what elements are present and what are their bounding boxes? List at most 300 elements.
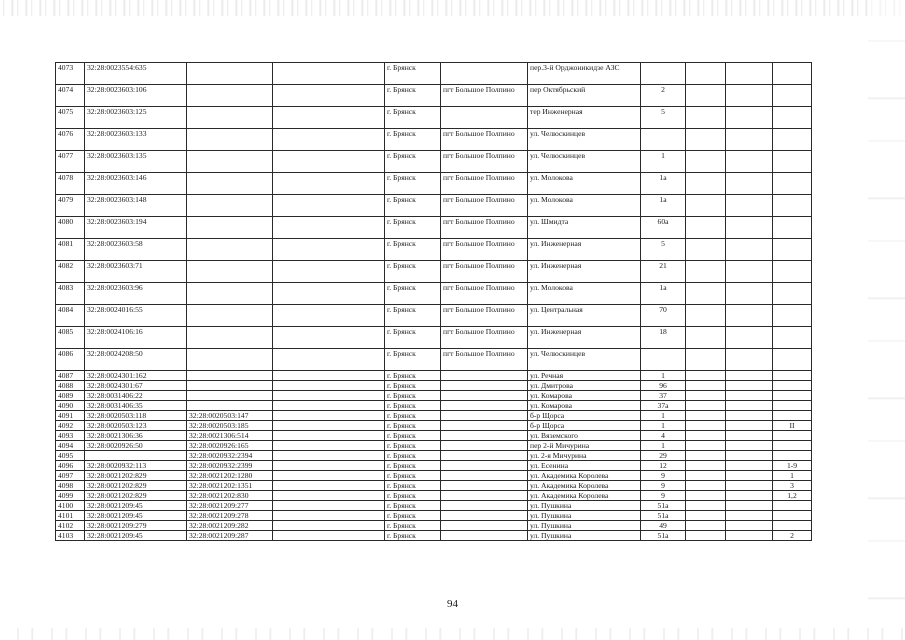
empty-cell: [273, 85, 385, 107]
table-row: [56, 511, 812, 521]
house-number: 1: [641, 371, 686, 381]
cadastral-number-2: [187, 261, 273, 283]
table-row: [56, 151, 812, 173]
empty-cell: [273, 283, 385, 305]
empty-cell: [726, 481, 773, 491]
empty-cell: [726, 451, 773, 461]
settlement: [441, 511, 528, 521]
empty-cell: [273, 129, 385, 151]
empty-cell: [686, 461, 726, 471]
cadastral-number: 32:28:0020503:118: [85, 411, 187, 421]
house-number: 5: [641, 107, 686, 129]
cadastral-number-2: 32:28:0021202:1351: [187, 481, 273, 491]
house-number: 1а: [641, 195, 686, 217]
house-number: 60а: [641, 217, 686, 239]
row-number: 4089: [56, 391, 85, 401]
cadastral-number-2: [187, 107, 273, 129]
empty-cell: [686, 239, 726, 261]
row-number: 4087: [56, 371, 85, 381]
row-number: 4079: [56, 195, 85, 217]
table-row: [56, 431, 812, 441]
apartment-number: [773, 63, 812, 85]
empty-cell: [273, 481, 385, 491]
empty-cell: [273, 371, 385, 381]
cadastral-number-2: [187, 239, 273, 261]
row-number: 4095: [56, 451, 85, 461]
city: г. Брянск: [385, 431, 441, 441]
house-number: [641, 63, 686, 85]
empty-cell: [273, 511, 385, 521]
empty-cell: [273, 521, 385, 531]
house-number: [641, 349, 686, 371]
table-row: [56, 195, 812, 217]
apartment-number: [773, 327, 812, 349]
city: г. Брянск: [385, 391, 441, 401]
house-number: 5: [641, 239, 686, 261]
table-row: [56, 491, 812, 501]
row-number: 4078: [56, 173, 85, 195]
empty-cell: [726, 461, 773, 471]
table-row: [56, 451, 812, 461]
empty-cell: [686, 151, 726, 173]
house-number: 21: [641, 261, 686, 283]
empty-cell: [686, 217, 726, 239]
empty-cell: [273, 461, 385, 471]
row-number: 4100: [56, 501, 85, 511]
empty-cell: [726, 531, 773, 541]
cadastral-number: 32:28:0023554:635: [85, 63, 187, 85]
apartment-number: [773, 129, 812, 151]
city: г. Брянск: [385, 511, 441, 521]
cadastral-number: 32:28:0024016:55: [85, 305, 187, 327]
house-number: 51а: [641, 531, 686, 541]
table-row: [56, 261, 812, 283]
row-number: 4098: [56, 481, 85, 491]
apartment-number: [773, 195, 812, 217]
settlement: [441, 431, 528, 441]
row-number: 4084: [56, 305, 85, 327]
house-number: 51а: [641, 501, 686, 511]
apartment-number: 1,2: [773, 491, 812, 501]
row-number: 4076: [56, 129, 85, 151]
cadastral-number-2: [187, 283, 273, 305]
city: г. Брянск: [385, 371, 441, 381]
settlement: пгт Большое Полпино: [441, 217, 528, 239]
cadastral-number-2: [187, 381, 273, 391]
empty-cell: [726, 261, 773, 283]
city: г. Брянск: [385, 411, 441, 421]
apartment-number: [773, 511, 812, 521]
cadastral-number: 32:28:0031406:35: [85, 401, 187, 411]
street: ул. Пушкина: [528, 511, 641, 521]
cadastral-number: 32:28:0023603:125: [85, 107, 187, 129]
table-row: [56, 461, 812, 471]
empty-cell: [686, 261, 726, 283]
cadastral-number: 32:28:0023603:194: [85, 217, 187, 239]
empty-cell: [273, 451, 385, 461]
house-number: 51а: [641, 511, 686, 521]
empty-cell: [726, 471, 773, 481]
cadastral-number-2: 32:28:0021306:514: [187, 431, 273, 441]
city: г. Брянск: [385, 107, 441, 129]
empty-cell: [273, 151, 385, 173]
house-number: 29: [641, 451, 686, 461]
empty-cell: [273, 261, 385, 283]
cadastral-number: 32:28:0021202:829: [85, 471, 187, 481]
settlement: [441, 371, 528, 381]
empty-cell: [726, 421, 773, 431]
row-number: 4103: [56, 531, 85, 541]
cadastral-number-2: [187, 327, 273, 349]
city: г. Брянск: [385, 129, 441, 151]
cadastral-number-2: 32:28:0021209:287: [187, 531, 273, 541]
table-row: [56, 481, 812, 491]
cadastral-number: 32:28:0021202:829: [85, 481, 187, 491]
city: г. Брянск: [385, 195, 441, 217]
street: ул. Молокова: [528, 173, 641, 195]
street: ул. Инженерная: [528, 261, 641, 283]
settlement: [441, 421, 528, 431]
cadastral-number-2: 32:28:0020932:2399: [187, 461, 273, 471]
city: г. Брянск: [385, 481, 441, 491]
street: б-р Щорса: [528, 421, 641, 431]
settlement: [441, 401, 528, 411]
empty-cell: [726, 349, 773, 371]
empty-cell: [686, 451, 726, 461]
apartment-number: [773, 151, 812, 173]
cadastral-number: 32:28:0021209:45: [85, 511, 187, 521]
cadastral-number: 32:28:0023603:106: [85, 85, 187, 107]
street: ул. Комарова: [528, 391, 641, 401]
house-number: 1: [641, 421, 686, 431]
street: пер Октябрьский: [528, 85, 641, 107]
apartment-number: [773, 391, 812, 401]
empty-cell: [686, 421, 726, 431]
street: ул. 2-я Мичурина: [528, 451, 641, 461]
row-number: 4090: [56, 401, 85, 411]
row-number: 4085: [56, 327, 85, 349]
empty-cell: [273, 401, 385, 411]
page-number: 94: [447, 598, 458, 610]
row-number: 4101: [56, 511, 85, 521]
empty-cell: [726, 431, 773, 441]
city: г. Брянск: [385, 401, 441, 411]
empty-cell: [273, 421, 385, 431]
empty-cell: [726, 411, 773, 421]
empty-cell: [273, 441, 385, 451]
street: ул. Пушкина: [528, 501, 641, 511]
street: ул. Академика Королева: [528, 481, 641, 491]
settlement: [441, 521, 528, 531]
cadastral-number-2: 32:28:0021202:830: [187, 491, 273, 501]
apartment-number: [773, 441, 812, 451]
empty-cell: [686, 85, 726, 107]
street: ул. Инженерная: [528, 327, 641, 349]
cadastral-number: 32:28:0021202:829: [85, 491, 187, 501]
house-number: 37а: [641, 401, 686, 411]
city: г. Брянск: [385, 531, 441, 541]
table-row: [56, 471, 812, 481]
cadastral-number-2: [187, 151, 273, 173]
settlement: [441, 63, 528, 85]
empty-cell: [686, 501, 726, 511]
empty-cell: [726, 521, 773, 531]
empty-cell: [273, 391, 385, 401]
settlement: [441, 491, 528, 501]
row-number: 4096: [56, 461, 85, 471]
apartment-number: 2: [773, 531, 812, 541]
cadastral-number: 32:28:0024208:50: [85, 349, 187, 371]
empty-cell: [686, 195, 726, 217]
empty-cell: [273, 381, 385, 391]
table-row: [56, 531, 812, 541]
street: ул. Инженерная: [528, 239, 641, 261]
empty-cell: [726, 129, 773, 151]
empty-cell: [686, 441, 726, 451]
city: г. Брянск: [385, 491, 441, 501]
row-number: 4082: [56, 261, 85, 283]
cadastral-number-2: [187, 63, 273, 85]
cadastral-number-2: [187, 349, 273, 371]
settlement: [441, 461, 528, 471]
table-row: [56, 327, 812, 349]
cadastral-number-2: 32:28:0020503:185: [187, 421, 273, 431]
settlement: [441, 501, 528, 511]
city: г. Брянск: [385, 151, 441, 173]
empty-cell: [726, 151, 773, 173]
city: г. Брянск: [385, 381, 441, 391]
row-number: 4097: [56, 471, 85, 481]
house-number: 1: [641, 441, 686, 451]
cadastral-number: 32:28:0023603:135: [85, 151, 187, 173]
table-row: [56, 381, 812, 391]
cadastral-number: 32:28:0024301:162: [85, 371, 187, 381]
city: г. Брянск: [385, 261, 441, 283]
cadastral-number-2: 32:28:0021209:282: [187, 521, 273, 531]
street: б-р Щорса: [528, 411, 641, 421]
empty-cell: [273, 501, 385, 511]
empty-cell: [726, 173, 773, 195]
street: ул. Комарова: [528, 401, 641, 411]
city: г. Брянск: [385, 471, 441, 481]
cadastral-number: 32:28:0023603:146: [85, 173, 187, 195]
city: г. Брянск: [385, 239, 441, 261]
cadastral-number: 32:28:0021209:279: [85, 521, 187, 531]
settlement: пгт Большое Полпино: [441, 349, 528, 371]
row-number: 4094: [56, 441, 85, 451]
house-number: 1: [641, 411, 686, 421]
street: ул. Речная: [528, 371, 641, 381]
cadastral-number: 32:28:0023603:71: [85, 261, 187, 283]
cadastral-number-2: [187, 217, 273, 239]
house-number: 37: [641, 391, 686, 401]
empty-cell: [726, 305, 773, 327]
cadastral-number: 32:28:0020503:123: [85, 421, 187, 431]
empty-cell: [686, 327, 726, 349]
house-number: 1а: [641, 283, 686, 305]
apartment-number: [773, 85, 812, 107]
settlement: [441, 531, 528, 541]
empty-cell: [726, 391, 773, 401]
table-row: [56, 173, 812, 195]
settlement: пгт Большое Полпино: [441, 261, 528, 283]
row-number: 4081: [56, 239, 85, 261]
empty-cell: [726, 195, 773, 217]
table-row: [56, 501, 812, 511]
apartment-number: [773, 305, 812, 327]
settlement: пгт Большое Полпино: [441, 195, 528, 217]
street: ул. Пушкина: [528, 521, 641, 531]
table-row: [56, 63, 812, 85]
empty-cell: [686, 107, 726, 129]
city: г. Брянск: [385, 217, 441, 239]
table-row: [56, 217, 812, 239]
city: г. Брянск: [385, 63, 441, 85]
row-number: 4086: [56, 349, 85, 371]
empty-cell: [686, 129, 726, 151]
table-row: [56, 371, 812, 381]
street: ул. Дмитрова: [528, 381, 641, 391]
apartment-number: [773, 239, 812, 261]
cadastral-number: 32:28:0020932:113: [85, 461, 187, 471]
empty-cell: [686, 305, 726, 327]
row-number: 4073: [56, 63, 85, 85]
street: ул. Шмидта: [528, 217, 641, 239]
table-row: [56, 521, 812, 531]
settlement: [441, 451, 528, 461]
empty-cell: [273, 349, 385, 371]
row-number: 4074: [56, 85, 85, 107]
empty-cell: [273, 471, 385, 481]
apartment-number: 3: [773, 481, 812, 491]
city: г. Брянск: [385, 85, 441, 107]
cadastral-number: 32:28:0021209:45: [85, 531, 187, 541]
row-number: 4091: [56, 411, 85, 421]
settlement: пгт Большое Полпино: [441, 151, 528, 173]
cadastral-number: 32:28:0031406:22: [85, 391, 187, 401]
cadastral-number-2: [187, 173, 273, 195]
scan-noise-right: [868, 0, 905, 640]
cadastral-number: [85, 451, 187, 461]
cadastral-number-2: [187, 391, 273, 401]
apartment-number: [773, 381, 812, 391]
empty-cell: [726, 441, 773, 451]
empty-cell: [726, 327, 773, 349]
table-row: [56, 411, 812, 421]
cadastral-number-2: 32:28:0020503:147: [187, 411, 273, 421]
apartment-number: [773, 501, 812, 511]
apartment-number: [773, 451, 812, 461]
registry-table: [55, 62, 812, 541]
street: ул. Академика Королева: [528, 491, 641, 501]
settlement: пгт Большое Полпино: [441, 129, 528, 151]
cadastral-number-2: 32:28:0021209:278: [187, 511, 273, 521]
house-number: 18: [641, 327, 686, 349]
settlement: [441, 381, 528, 391]
settlement: пгт Большое Полпино: [441, 85, 528, 107]
cadastral-number: 32:28:0024301:67: [85, 381, 187, 391]
apartment-number: [773, 349, 812, 371]
house-number: 49: [641, 521, 686, 531]
empty-cell: [726, 401, 773, 411]
cadastral-number: 32:28:0023603:133: [85, 129, 187, 151]
empty-cell: [726, 283, 773, 305]
empty-cell: [686, 481, 726, 491]
empty-cell: [273, 239, 385, 261]
street: ул. Есенина: [528, 461, 641, 471]
street: ул. Молокова: [528, 283, 641, 305]
empty-cell: [686, 349, 726, 371]
city: г. Брянск: [385, 501, 441, 511]
settlement: пгт Большое Полпино: [441, 283, 528, 305]
empty-cell: [686, 381, 726, 391]
empty-cell: [686, 391, 726, 401]
row-number: 4092: [56, 421, 85, 431]
house-number: 9: [641, 481, 686, 491]
empty-cell: [273, 63, 385, 85]
empty-cell: [273, 431, 385, 441]
empty-cell: [686, 531, 726, 541]
empty-cell: [726, 501, 773, 511]
settlement: [441, 441, 528, 451]
house-number: 9: [641, 491, 686, 501]
city: г. Брянск: [385, 441, 441, 451]
city: г. Брянск: [385, 327, 441, 349]
street: тер Инженерная: [528, 107, 641, 129]
table-row: [56, 421, 812, 431]
apartment-number: [773, 521, 812, 531]
apartment-number: [773, 173, 812, 195]
apartment-number: 1-9: [773, 461, 812, 471]
apartment-number: [773, 401, 812, 411]
settlement: пгт Большое Полпино: [441, 239, 528, 261]
house-number: 2: [641, 85, 686, 107]
apartment-number: II: [773, 421, 812, 431]
row-number: 4080: [56, 217, 85, 239]
street: ул. Челюскинцев: [528, 349, 641, 371]
empty-cell: [686, 491, 726, 501]
empty-cell: [273, 531, 385, 541]
cadastral-number-2: 32:28:0020926:165: [187, 441, 273, 451]
cadastral-number-2: [187, 401, 273, 411]
apartment-number: [773, 261, 812, 283]
table-row: [56, 85, 812, 107]
city: г. Брянск: [385, 461, 441, 471]
row-number: 4093: [56, 431, 85, 441]
row-number: 4075: [56, 107, 85, 129]
empty-cell: [686, 371, 726, 381]
house-number: 4: [641, 431, 686, 441]
house-number: 1а: [641, 173, 686, 195]
table-row: [56, 239, 812, 261]
settlement: [441, 411, 528, 421]
city: г. Брянск: [385, 305, 441, 327]
empty-cell: [273, 305, 385, 327]
row-number: 4099: [56, 491, 85, 501]
cadastral-number-2: 32:28:0021209:277: [187, 501, 273, 511]
empty-cell: [686, 401, 726, 411]
cadastral-number-2: [187, 371, 273, 381]
cadastral-number-2: [187, 85, 273, 107]
empty-cell: [726, 371, 773, 381]
apartment-number: [773, 107, 812, 129]
empty-cell: [686, 63, 726, 85]
empty-cell: [726, 239, 773, 261]
street: ул. Молокова: [528, 195, 641, 217]
empty-cell: [726, 85, 773, 107]
house-number: [641, 129, 686, 151]
street: пер.3-й Орджоникидзе АЗС: [528, 63, 641, 85]
